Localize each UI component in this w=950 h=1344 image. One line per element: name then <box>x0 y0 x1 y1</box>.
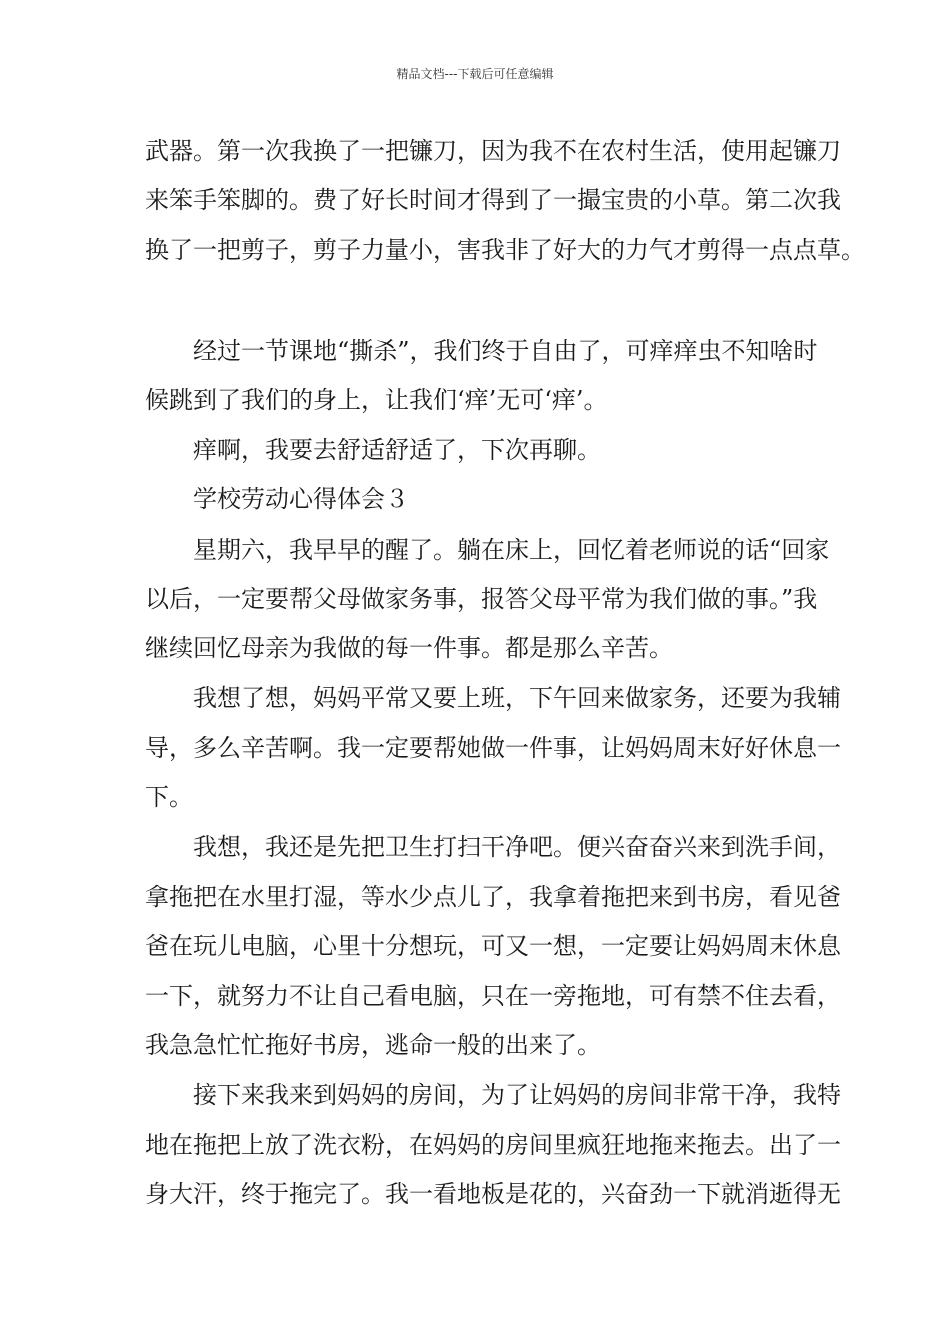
text-line: 以后，一定要帮父母做家务事，报答父母平常为我们做的事。”我 <box>145 585 818 613</box>
text-line: 星期六，我早早的醒了。躺在床上，回忆着老师说的话“回家 <box>193 536 830 564</box>
text-line: 换了一把剪子，剪子力量小，害我非了好大的力气才剪得一点点草。 <box>145 236 865 264</box>
text-line: 接下来我来到妈妈的房间，为了让妈妈的房间非常干净，我特 <box>193 1081 841 1109</box>
text-line: 痒啊，我要去舒适舒适了，下次再聊。 <box>193 436 601 464</box>
text-line: 继续回忆母亲为我做的每一件事。都是那么辛苦。 <box>145 634 673 662</box>
page-header: 精品文档---下载后可任意编辑 <box>396 67 554 81</box>
text-line: 身大汗，终于拖完了。我一看地板是花的，兴奋劲一下就消逝得无 <box>145 1180 841 1208</box>
text-line: 爸在玩儿电脑，心里十分想玩，可又一想，一定要让妈妈周末休息 <box>145 932 841 960</box>
text-line: 来笨手笨脚的。费了好长时间才得到了一撮宝贵的小草。第二次我 <box>145 186 841 214</box>
text-line: 我想，我还是先把卫生打扫干净吧。便兴奋奋兴来到洗手间， <box>193 833 841 861</box>
text-line: 地在拖把上放了洗衣粉，在妈妈的房间里疯狂地拖来拖去。出了一 <box>145 1131 841 1159</box>
text-line: 经过一节课地“撕杀”，我们终于自由了，可痒痒虫不知啥时 <box>193 337 818 365</box>
section-heading: 学校劳动心得体会３ <box>193 485 409 513</box>
text-line: 下。 <box>145 783 193 811</box>
text-line: 导，多么辛苦啊。我一定要帮她做一件事，让妈妈周末好好休息一 <box>145 734 841 762</box>
text-line: 一下，就努力不让自己看电脑，只在一旁拖地，可有禁不住去看， <box>145 982 841 1010</box>
text-line: 我想了想，妈妈平常又要上班，下午回来做家务，还要为我辅 <box>193 684 841 712</box>
text-line: 我急急忙忙拖好书房，逃命一般的出来了。 <box>145 1031 601 1059</box>
text-line: 候跳到了我们的身上，让我们‘痒’无可‘痒’。 <box>145 386 608 414</box>
text-line: 拿拖把在水里打湿，等水少点儿了，我拿着拖把来到书房，看见爸 <box>145 883 841 911</box>
text-line: 武器。第一次我换了一把镰刀，因为我不在农村生活，使用起镰刀 <box>145 137 841 165</box>
